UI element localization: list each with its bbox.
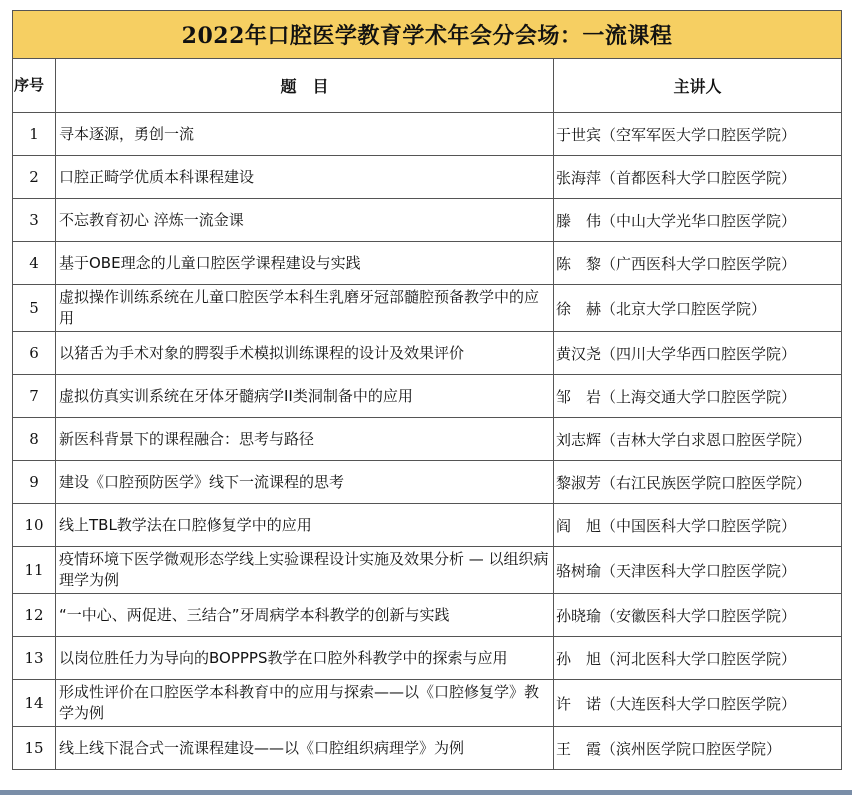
row-topic: 建设《口腔预防医学》线下一流课程的思考: [56, 461, 554, 504]
row-speaker: 陈 黎（广西医科大学口腔医学院）: [554, 242, 842, 285]
row-number: 1: [13, 113, 56, 156]
row-number: 4: [13, 242, 56, 285]
table-row: [13, 375, 842, 418]
table-row: [13, 285, 842, 332]
table-row: [13, 242, 842, 285]
row-number: 9: [13, 461, 56, 504]
table-row: [13, 637, 842, 680]
table-row: [13, 199, 842, 242]
table-row: [13, 156, 842, 199]
row-speaker: 徐 赫（北京大学口腔医学院）: [554, 285, 842, 332]
row-speaker: 于世宾（空军军医大学口腔医学院）: [554, 113, 842, 156]
row-speaker: 阎 旭（中国医科大学口腔医学院）: [554, 504, 842, 547]
table-row: [13, 680, 842, 727]
row-number: 15: [13, 727, 56, 770]
row-topic: 线上线下混合式一流课程建设——以《口腔组织病理学》为例: [56, 727, 554, 770]
row-topic: 疫情环境下医学微观形态学线上实验课程设计实施及效果分析 — 以组织病理学为例: [56, 547, 554, 594]
row-speaker: 许 诺（大连医科大学口腔医学院）: [554, 680, 842, 727]
row-topic: 新医科背景下的课程融合：思考与路径: [56, 418, 554, 461]
row-speaker: 黄汉尧（四川大学华西口腔医学院）: [554, 332, 842, 375]
row-topic: “一中心、两促进、三结合”牙周病学本科教学的创新与实践: [56, 594, 554, 637]
bottom-edge-bar: [0, 790, 852, 795]
row-topic: 线上TBL教学法在口腔修复学中的应用: [56, 504, 554, 547]
row-number: 10: [13, 504, 56, 547]
schedule-table: [12, 10, 842, 770]
table-row: [13, 504, 842, 547]
row-number: 13: [13, 637, 56, 680]
row-speaker: 孙晓瑜（安徽医科大学口腔医学院）: [554, 594, 842, 637]
row-topic: 以岗位胜任力为导向的BOPPPS教学在口腔外科教学中的探索与应用: [56, 637, 554, 680]
row-topic: 寻本逐源，勇创一流: [56, 113, 554, 156]
row-topic: 基于OBE理念的儿童口腔医学课程建设与实践: [56, 242, 554, 285]
row-speaker: 孙 旭（河北医科大学口腔医学院）: [554, 637, 842, 680]
row-number: 7: [13, 375, 56, 418]
table-row: [13, 727, 842, 770]
row-number: 6: [13, 332, 56, 375]
table-row: [13, 418, 842, 461]
table-row: [13, 547, 842, 594]
row-number: 3: [13, 199, 56, 242]
row-topic: 虚拟操作训练系统在儿童口腔医学本科生乳磨牙冠部髓腔预备教学中的应用: [56, 285, 554, 332]
row-number: 2: [13, 156, 56, 199]
row-topic: 口腔正畸学优质本科课程建设: [56, 156, 554, 199]
table-body: [13, 113, 842, 770]
row-speaker: 骆树瑜（天津医科大学口腔医学院）: [554, 547, 842, 594]
row-number: 8: [13, 418, 56, 461]
row-speaker: 张海萍（首都医科大学口腔医学院）: [554, 156, 842, 199]
page-title: 2022年口腔医学教育学术年会分会场：一流课程: [13, 11, 842, 59]
row-number: 14: [13, 680, 56, 727]
row-speaker: 王 霞（滨州医学院口腔医学院）: [554, 727, 842, 770]
row-topic: 不忘教育初心 淬炼一流金课: [56, 199, 554, 242]
table-row: [13, 461, 842, 504]
table-row: [13, 332, 842, 375]
row-topic: 形成性评价在口腔医学本科教育中的应用与探索——以《口腔修复学》教学为例: [56, 680, 554, 727]
table-header-row: [13, 59, 842, 113]
table-row: [13, 113, 842, 156]
row-topic: 虚拟仿真实训系统在牙体牙髓病学II类洞制备中的应用: [56, 375, 554, 418]
row-number: 12: [13, 594, 56, 637]
row-topic: 以猪舌为手术对象的腭裂手术模拟训练课程的设计及效果评价: [56, 332, 554, 375]
header-topic: 题 目: [56, 59, 554, 113]
header-speaker: 主讲人: [554, 59, 842, 113]
table-row: [13, 594, 842, 637]
row-number: 11: [13, 547, 56, 594]
row-speaker: 黎淑芳（右江民族医学院口腔医学院）: [554, 461, 842, 504]
row-number: 5: [13, 285, 56, 332]
row-speaker: 刘志辉（吉林大学白求恩口腔医学院）: [554, 418, 842, 461]
row-speaker: 邹 岩（上海交通大学口腔医学院）: [554, 375, 842, 418]
header-num: 序号: [13, 59, 56, 113]
row-speaker: 滕 伟（中山大学光华口腔医学院）: [554, 199, 842, 242]
